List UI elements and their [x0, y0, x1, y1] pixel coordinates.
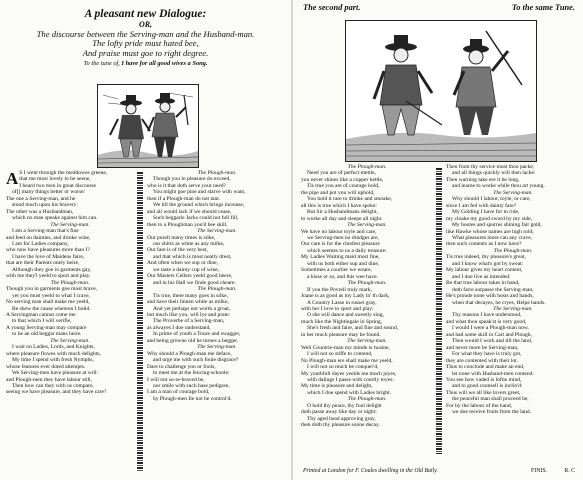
speaker-heading: The Serving-man. — [197, 228, 237, 235]
speaker-heading: The Serving-man. — [197, 344, 237, 351]
verse-line: and learne to worke while thou art young. — [452, 183, 545, 190]
verse-line: with her I love to sport and play: — [301, 305, 374, 312]
verse-line: For by the labour of the hand, — [446, 402, 513, 409]
verse-line: Joane is as good as my Lady in' th dark, — [301, 293, 390, 300]
verse-line: then if a Plough-man do not tant. — [147, 195, 221, 202]
speaker-heading: The Plough-man. — [347, 280, 387, 287]
verse-line: the peaceful man shall proceed be, — [452, 396, 529, 403]
verse-line: I wait on Ladies, Lords, and Knights, — [12, 344, 95, 351]
second-part-title: The second part. — [303, 3, 361, 12]
verse-line: I am a man of courage bold, — [147, 389, 210, 396]
verse-line: and have their linnen white as milke, — [147, 299, 229, 306]
verse-line: to that which I will verifie, — [12, 318, 72, 325]
verse-line: I will not so-re-braved be, — [147, 376, 205, 383]
verse-line: Such beggarie Jacks could not full fill, — [153, 215, 239, 222]
verse-line: we taste a dainty cup of wine, — [153, 266, 220, 273]
verse-line: My time is pleasure and delight, — [301, 383, 373, 390]
verse-line: The one a Serving-man, and he — [6, 195, 76, 202]
speaker-heading: The Serving-man. — [493, 305, 533, 312]
subtitle-line: The lofty pride must hated bee, — [92, 38, 199, 49]
verse-line: yet you must yeeld to what I crave, — [12, 292, 90, 299]
verse-line: then to a Ploughman you'd bee skill. — [147, 221, 228, 228]
verse-container — [6, 170, 134, 396]
woodcut-left — [97, 84, 199, 168]
verse-line: by Plough-men Ile not be control'd. — [153, 395, 232, 402]
speaker-heading: The Plough-man. — [493, 247, 533, 254]
verse-line: and that which is most neatly drest, — [153, 253, 232, 260]
verse-line: stood much upon his bravery: — [12, 202, 78, 209]
verse-line: our shirts as white as any milke, — [153, 240, 225, 247]
right-header — [303, 3, 575, 12]
verse-line: my cloake my good sword by my side, — [446, 215, 532, 222]
verse-line: My labour gives my heart content, — [446, 267, 523, 274]
verse-line: Although they goe in garments gay, — [12, 266, 92, 273]
verse-line: Sometimes a courtier we weare, — [301, 267, 373, 274]
verse-line: you never shines like a copper kettle, — [301, 176, 384, 183]
verse-line: doth passe away like day or night: — [301, 409, 377, 416]
subtitle-line: And praise must goe to right degree. — [82, 48, 209, 59]
verse-line: with us both either sup and dine, — [307, 260, 380, 267]
ballad-title: A pleasant new Dialogue: — [84, 8, 207, 20]
verse-line: who is it that doth serve your need? — [147, 182, 227, 189]
verse-line: and to good counsell is inclin'd: — [452, 383, 523, 390]
verse-line: Thy aged head approving gray, — [307, 415, 376, 422]
right-page — [293, 0, 583, 480]
speaker-heading: The Plough-man. — [197, 170, 237, 176]
verse-line: Dare to challenge you or fools, — [147, 363, 216, 370]
woodcut-two-men-illustration — [98, 85, 198, 167]
verse-line: A Country Lasse in russet gray, — [307, 299, 377, 306]
imprint-footer — [303, 468, 575, 474]
verse-line: we doe receive fruits from the land. — [452, 409, 532, 416]
verse-line: all this is true which I have spoke: — [301, 202, 377, 209]
verse-line: and all would lack if we should cease, — [147, 208, 232, 215]
verse-line: You see how vaded is loftie mind, — [446, 376, 522, 383]
verse-line: much like the Nightingale in Spring, — [301, 318, 383, 325]
verse-line: Tis true, there many goes in silke, — [153, 292, 228, 299]
verse-line: My Ladies Waiting maid most fine, — [301, 254, 380, 261]
verse-line: My time I spend with fresh Nymphs, — [12, 357, 94, 364]
tune-prefix: To the tune of, — [83, 59, 122, 67]
verse-line: whose features ever doted attempts. — [6, 363, 86, 370]
verse-line: Then warning take ere it be long, — [446, 176, 520, 183]
verse-line: then such contents as I now have? — [446, 241, 522, 248]
verse-line: Our purell many times is silke, — [147, 234, 216, 241]
speaker-heading: The Serving-man. — [347, 222, 387, 229]
verse-line: A young Serving-man may compare — [6, 324, 87, 331]
same-tune-title: To the same Tune. — [511, 3, 575, 12]
column-ornament-right — [436, 168, 442, 454]
verse-line: Why should a Plough-man me deface, — [147, 350, 232, 357]
verse-line: which I doe spend with Ladies bright. — [307, 389, 391, 396]
verse-line: He's proude none with hosts and hands, — [446, 293, 534, 300]
verse-line: I would I were a Plough-man now, — [452, 325, 529, 332]
verse-line: Thus to conclude and make an end, — [446, 364, 525, 371]
verse-line: since I am fed with dainty fare? — [446, 202, 517, 209]
left-column-2 — [147, 170, 287, 474]
column-ornament-left — [137, 172, 143, 472]
verse-line: Need you are of perfect mettle, — [307, 170, 376, 177]
speaker-heading: The Plough-man. — [347, 396, 387, 403]
verse-line: My Golding I have for to ride, — [452, 209, 520, 216]
verse-line: we Serving-men no drudges are, — [307, 234, 379, 241]
verse-line: Thus will we all like lovers greet, — [446, 389, 521, 396]
verse-line: and in his Hall we finde good cheare. — [153, 279, 236, 286]
verse-line: Our care is for the chiefest pleasure — [301, 241, 380, 248]
verse-line: For what they have is truly got, — [452, 351, 522, 358]
drop-cap-letter: A — [6, 170, 19, 188]
printer-imprint: Printed at London for F. Coules dwelling in the Old Baily. — [303, 468, 438, 474]
speaker-heading: The Serving-man. — [347, 338, 387, 345]
verse-line: I heard two men in great discourse — [19, 182, 96, 189]
verse-line: Thy reasons I have understood, — [452, 312, 522, 319]
verse-line: which no man speake against him can. — [12, 215, 98, 222]
verse-line: as alwayes I doe understand, — [147, 324, 211, 331]
verse-line: Then how can they with us compare, — [12, 382, 94, 389]
verse-line: No Plough-man ere shall make me yeeld, — [301, 357, 393, 364]
tune-name: I have for all good wives a Song. — [121, 59, 208, 67]
verse-line: and what thou speak'st is very good, — [446, 318, 527, 325]
verse-line: Then would I work and till the land, — [452, 338, 533, 345]
right-column-2 — [446, 164, 580, 456]
verse-line: No serving man shall make me yeeld, — [6, 299, 90, 306]
verse-line: which seemes to us a daily treasure: — [307, 247, 387, 254]
woodcut-serving-man-ploughman-illustration — [346, 21, 536, 161]
verse-line: In prime of youth a Toure and swagger, — [153, 331, 241, 338]
speaker-heading: The Plough-man. — [50, 279, 90, 286]
tune-line — [0, 60, 291, 67]
verse-line: Though you in garments goe most brave, — [6, 286, 98, 293]
speaker-heading: The Plough-man. — [197, 286, 237, 293]
verse-line: And yet perhaps not worth a groat, — [153, 305, 231, 312]
left-column-1 — [6, 170, 134, 474]
verse-line: I am for Ladies company, — [12, 240, 69, 247]
left-header — [0, 8, 291, 67]
verse-line: S I went through the meddowes greene, — [19, 170, 108, 176]
verse-line: Then from thy service must thou packe, — [446, 164, 535, 170]
verse-line: Though you in pleasure do exceed, — [153, 176, 231, 183]
speaker-heading: The Serving-man. — [50, 337, 90, 344]
verse-line: Be shew the cause whereon I build. — [12, 305, 91, 312]
finis-mark: FINIS. — [531, 468, 547, 474]
verse-line: the pipe and pot you will uphold, — [301, 189, 375, 196]
verse-line: You hold it rare to drinke and smoake, — [307, 196, 393, 203]
verse-line: But Sir a Husbandmans delight, — [307, 209, 378, 216]
verse-line: to be an old beggar mans heire. — [12, 331, 82, 338]
verse-line: The other was a Husbandman, — [6, 208, 74, 215]
verse-line: and Plough-men they have labour still, — [6, 376, 92, 383]
verse-line: What pleasures more can any crave, — [452, 234, 533, 241]
verse-line: and I know what's got by sweat: — [452, 260, 524, 267]
verse-line: I will not so much be conquer'd, — [307, 364, 379, 371]
verse-line: We have no labour toyle and care, — [301, 228, 377, 235]
verse-line: O hold thy peace, thy foul delight — [307, 402, 382, 409]
verse-line: I am a Serving-man that's fine — [12, 228, 79, 235]
verse-line: O she will dance and sweetly sing, — [307, 312, 384, 319]
verse-line: to worke all day and sleepe all night. — [301, 215, 383, 222]
verse-line: A Servingman cannot come me — [6, 311, 76, 318]
verse-line: We till the ground which brings increase, — [153, 202, 245, 209]
verse-line: and being growne old he turnes a begger. — [147, 337, 239, 344]
left-page — [0, 0, 291, 480]
verse-line: like Hawke whose names are high rold; — [446, 228, 534, 235]
verse-line: Our fare is of the very best, — [147, 247, 208, 254]
subtitle-line: The discourse between the Serving-man and the Husband-man. — [36, 28, 255, 39]
verse-line: where pleasure flowes with much delights, — [6, 350, 101, 357]
author-initials: R. C — [564, 468, 575, 474]
verse-line: and had some skill in Cart and Plough, — [446, 331, 532, 338]
verse-line: You might goe pine and starve with want, — [153, 189, 246, 196]
verse-line: that are their Parents onely heire, — [6, 260, 80, 267]
verse-line: and never more be Serving-man, — [446, 344, 519, 351]
verse-line: I have the love of Maidens faire, — [12, 253, 85, 260]
verse-line: of[] many things better or worse: — [12, 189, 86, 196]
verse-line: The Proverbe of a Serving-man, — [153, 318, 225, 325]
verse-line: and I doe live as intended: — [452, 273, 511, 280]
verse-line: If you the Povrell truly mark, — [307, 286, 373, 293]
woodcut-right — [345, 20, 537, 162]
verse-line: And often when we sup or dine, — [147, 260, 219, 267]
verse-line: Be that true labour takes in hand, — [446, 280, 520, 287]
verse-line: they are contented with their lot. — [446, 357, 519, 364]
verse-line: Tis true indeed, thy pleasure's great, — [446, 254, 526, 261]
verse-line: but much like you, will lye and prate: — [147, 311, 231, 318]
verse-line: doth farre surpasse the Serving-man, — [452, 286, 534, 293]
verse-line: Tis true you are of courage bold, — [307, 183, 380, 190]
verse-line: and all things quickly will then lacke: — [452, 170, 536, 177]
verse-line: who now have pleasures more than I? — [6, 247, 90, 254]
verse-line: in her much pleasure may be found. — [301, 331, 381, 338]
speaker-heading: The Serving-man. — [50, 221, 90, 228]
verse-line: My bootes and spurres shining fair gold, — [452, 222, 542, 229]
verse-line: She's fresh and faire, and fine and sound, — [307, 325, 399, 332]
verse-line: My youthfull dayes yeelds me much joyes, — [301, 370, 397, 377]
title-or: OR, — [138, 19, 153, 29]
verse-line: that me most lovely to be seene, — [19, 176, 91, 183]
verse-line: nor smile with such base pedigree, — [153, 382, 230, 389]
speaker-heading: The Plough-man. — [347, 164, 387, 170]
verse-line: with me they'l yeeld to sport and play. — [6, 273, 91, 280]
verse-line: Well Countrie-man my minde is twaine, — [301, 344, 390, 351]
verse-line: to meet me at the fencing-schoole: — [153, 370, 230, 377]
verse-line: and feed on dainties, and drinke wine, — [6, 234, 91, 241]
verse-line: seeing we have pleasure, and they have care? — [6, 389, 107, 396]
verse-line: Why should I labour, toyle, or care, — [452, 196, 531, 203]
verse-line: let none with Husband-men contend: — [452, 370, 534, 377]
verse-container — [301, 164, 433, 429]
verse-line: with dalings I passe with courtly toyes: — [307, 376, 394, 383]
right-column-1 — [301, 164, 433, 456]
verse-line: a kisse or so, and this wee have. — [307, 273, 379, 280]
verse-line: and urge me with such foule disgrace? — [153, 357, 239, 364]
speaker-heading: The Serving-man. — [493, 189, 533, 196]
verse-container — [147, 170, 287, 402]
verse-line: then doth thy pleasure soone decay. — [301, 422, 380, 429]
verse-container — [446, 164, 580, 416]
verse-line: We Serving-men have pleasure at will: — [12, 370, 98, 377]
verse-line: when that decayes, he cryes, Helpe hands. — [452, 299, 546, 306]
verse-line: Our Masters Cellers yeeld good beere, — [147, 273, 233, 280]
verse-line: I will not so stiffe to contend, — [307, 351, 373, 358]
